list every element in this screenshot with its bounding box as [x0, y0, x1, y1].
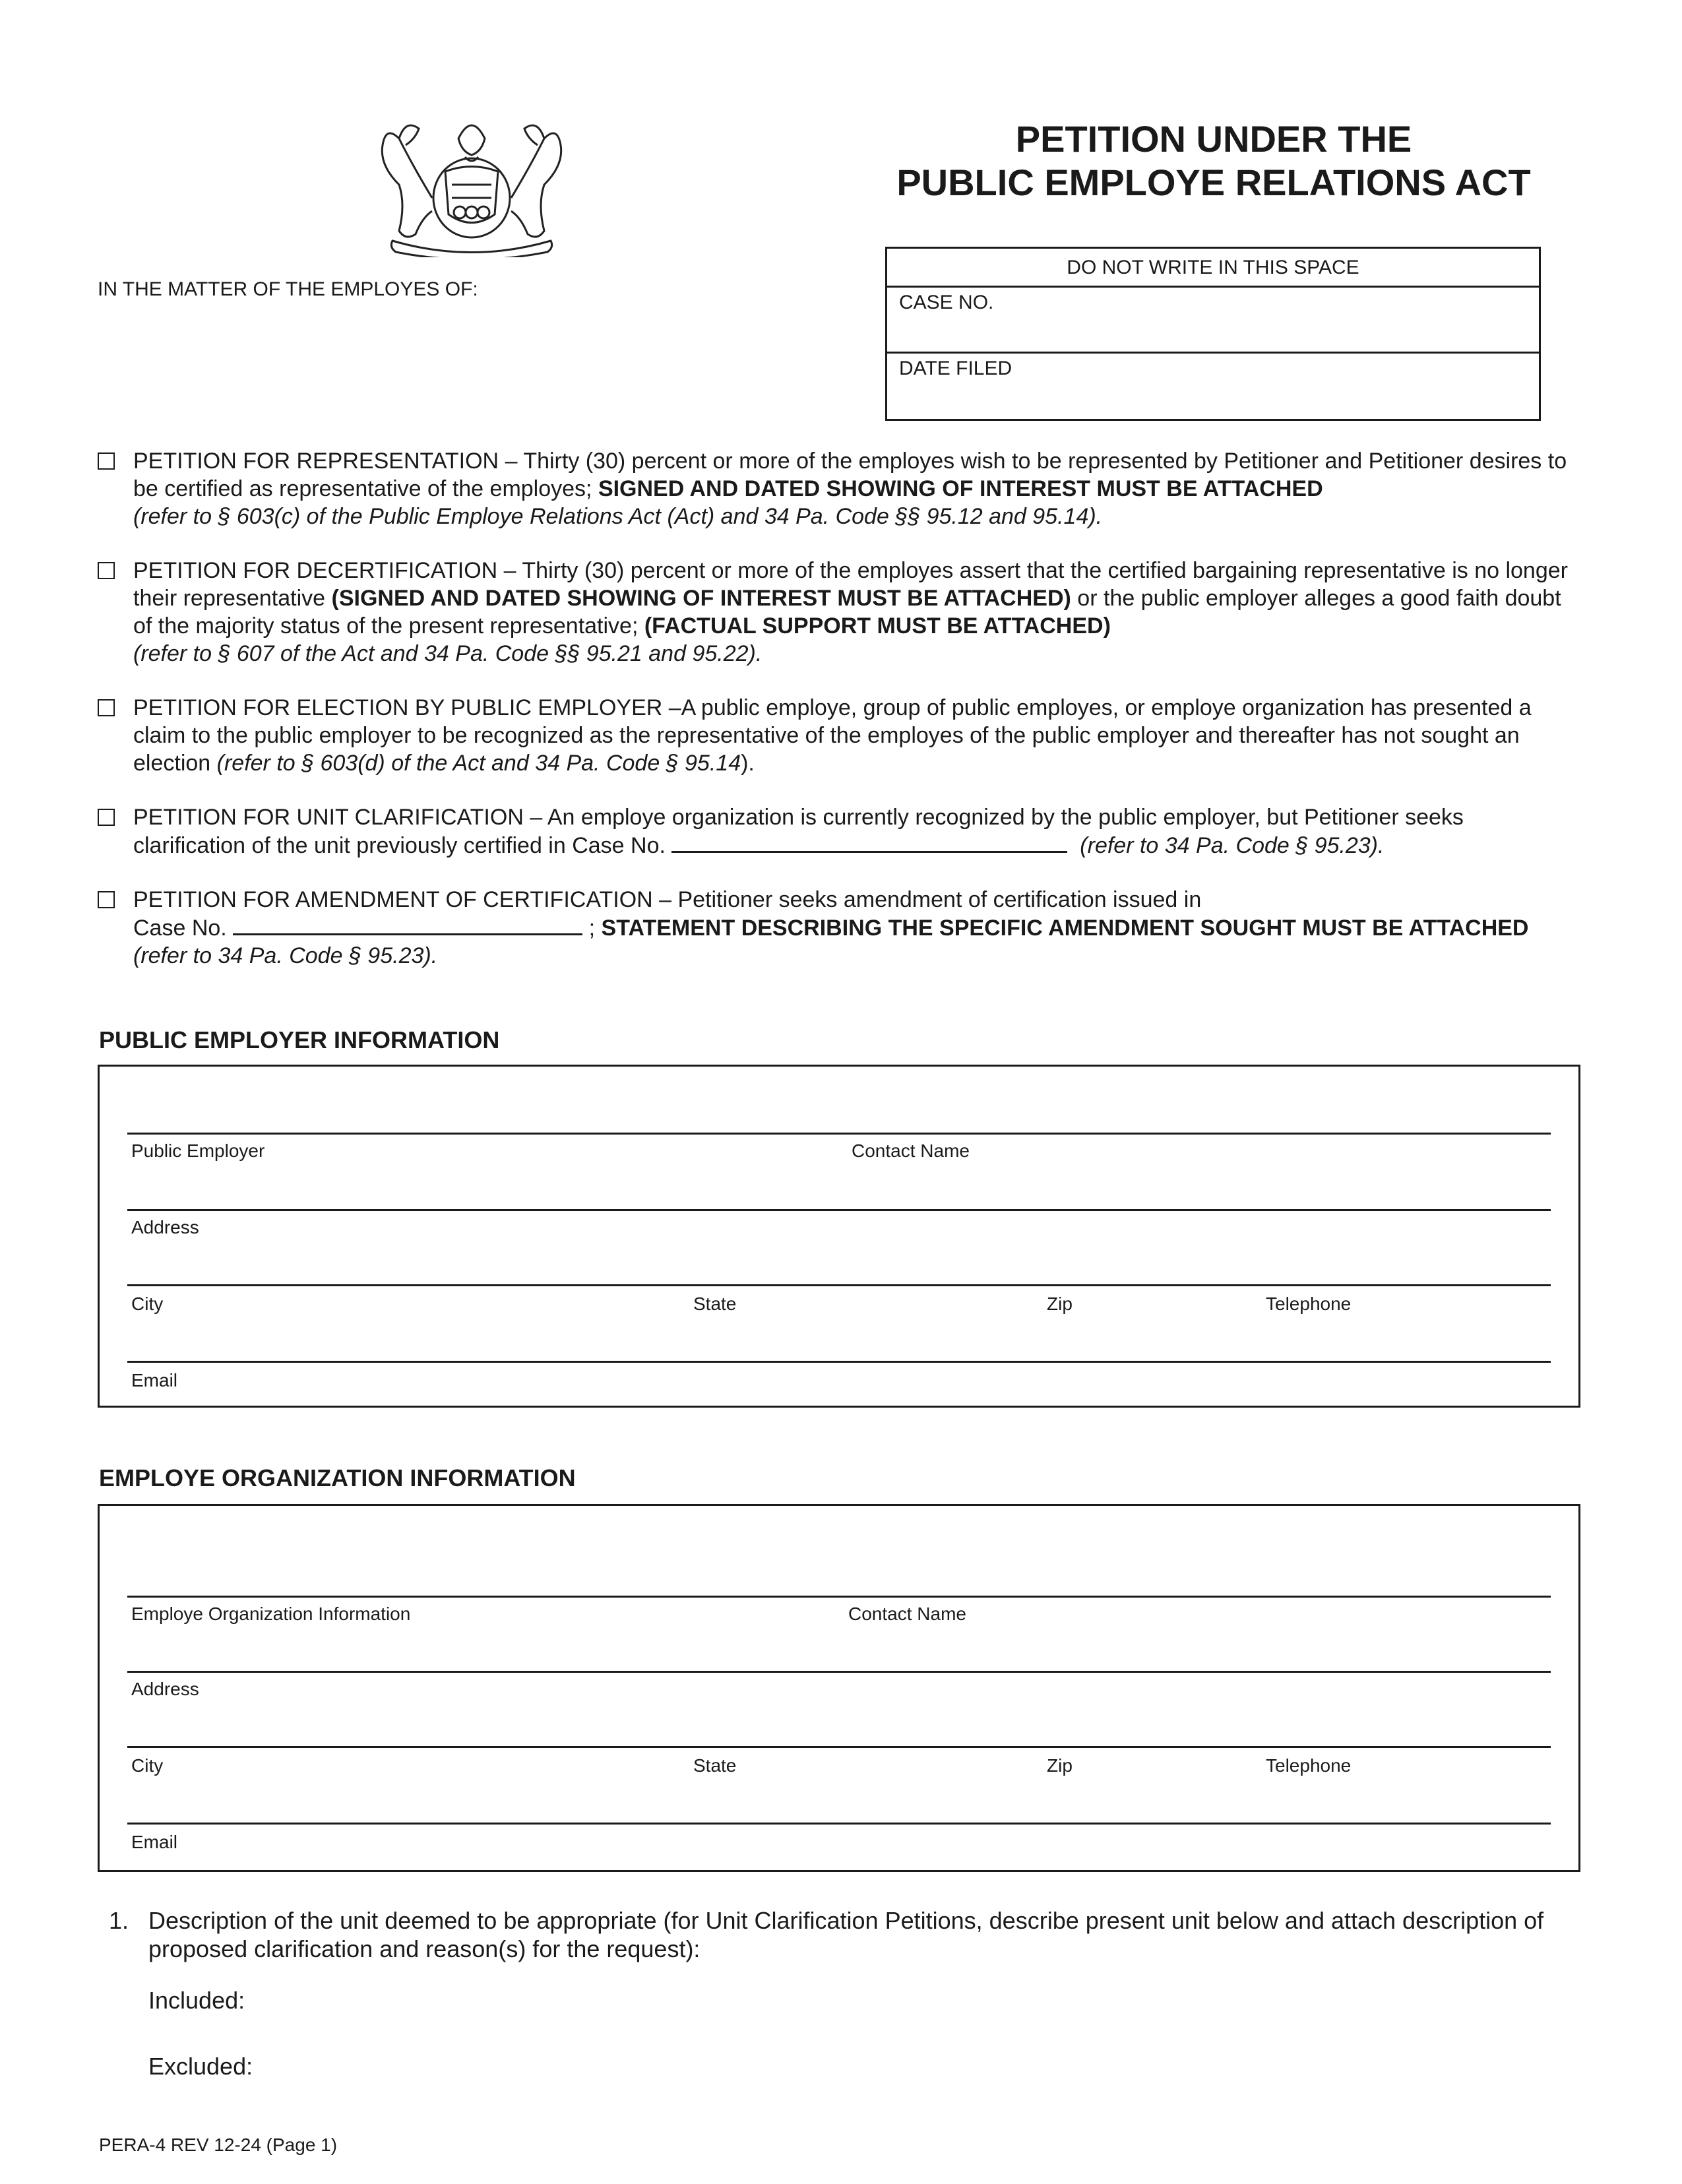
petition-representation [98, 447, 1582, 530]
petition-amendment [98, 886, 1582, 970]
public-employer-heading: PUBLIC EMPLOYER INFORMATION [99, 1026, 500, 1053]
amendment-text-1: – Petitioner seeks amendment of certification issued in [652, 887, 1202, 912]
amendment-text-3: ; [582, 916, 602, 941]
clarification-reference: (refer to 34 Pa. Code § 95.23). [1080, 833, 1385, 858]
employer-zip-label: Zip [1047, 1294, 1073, 1314]
petition-types [98, 447, 1582, 996]
org-email-line[interactable] [127, 1823, 1551, 1825]
amendment-title: PETITION FOR AMENDMENT OF CERTIFICATION [133, 887, 653, 912]
employer-city-line[interactable] [127, 1284, 1551, 1286]
org-address-label: Address [131, 1679, 199, 1699]
org-contact-label: Contact Name [848, 1604, 966, 1624]
org-city-line[interactable] [127, 1746, 1551, 1748]
decertification-bold-1: (SIGNED AND DATED SHOWING OF INTEREST MUST BE ATTACHED) [331, 586, 1071, 611]
petition-decertification [98, 557, 1582, 668]
employe-organization-box [98, 1504, 1580, 1872]
office-use-box [885, 247, 1541, 421]
election-reference: (refer to § 603(d) of the Act and 34 Pa. Code § 95.14 [216, 751, 741, 776]
org-telephone-label: Telephone [1266, 1755, 1352, 1776]
petition-election [98, 694, 1582, 777]
question-1-text: Description of the unit deemed to be appropriate (for Unit Clarification Petitions, describe present unit below and attach description of proposed clarification and reason(s) for the request): [148, 1907, 1544, 1962]
employer-contact-label: Contact Name [852, 1140, 970, 1161]
decertification-title: PETITION FOR DECERTIFICATION [133, 558, 498, 583]
org-zip-label: Zip [1047, 1755, 1073, 1776]
form-id: PERA-4 REV 12-24 (Page 1) [99, 2135, 338, 2155]
representation-bold: SIGNED AND DATED SHOWING OF INTEREST MUST BE ATTACHED [598, 476, 1323, 501]
title-line-1: PETITION UNDER THE [1015, 118, 1412, 160]
employer-email-line[interactable] [127, 1361, 1551, 1363]
decertification-bold-2: (FACTUAL SUPPORT MUST BE ATTACHED) [644, 613, 1111, 639]
page-title [871, 117, 1557, 204]
employer-address-line[interactable] [127, 1209, 1551, 1211]
decertification-reference: (refer to § 607 of the Act and 34 Pa. Code §§ 95.21 and 95.22). [133, 641, 763, 666]
employer-state-label: State [693, 1294, 737, 1314]
election-text: –A public employe, group of public employes, or employe organization has presented a claim to the public employer to be recognized as the representative of the employes of the public employer and thereafter has not sought an election [133, 695, 1532, 776]
employer-city-label: City [131, 1294, 164, 1314]
clarification-title: PETITION FOR UNIT CLARIFICATION [133, 805, 524, 830]
employer-name-line[interactable] [127, 1133, 1551, 1135]
amendment-checkbox[interactable] [98, 891, 115, 908]
case-no-field [887, 288, 1539, 354]
org-name-label: Employe Organization Information [131, 1604, 411, 1624]
date-filed-label: DATE FILED [899, 358, 1012, 379]
employer-telephone-label: Telephone [1266, 1294, 1352, 1314]
org-state-label: State [693, 1755, 737, 1776]
excluded-label: Excluded: [148, 2053, 253, 2080]
question-1-number: 1. [109, 1907, 129, 1934]
amendment-bold: STATEMENT DESCRIBING THE SPECIFIC AMENDMENT SOUGHT MUST BE ATTACHED [601, 916, 1529, 941]
employe-organization-heading: EMPLOYE ORGANIZATION INFORMATION [99, 1464, 576, 1491]
org-address-line[interactable] [127, 1671, 1551, 1673]
org-name-line[interactable] [127, 1596, 1551, 1598]
election-title: PETITION FOR ELECTION BY PUBLIC EMPLOYER [133, 695, 663, 720]
employer-email-label: Email [131, 1370, 178, 1390]
employer-address-label: Address [131, 1217, 199, 1237]
representation-title: PETITION FOR REPRESENTATION [133, 449, 499, 474]
election-end: ). [741, 751, 755, 776]
date-filed-field [887, 354, 1539, 420]
public-employer-label: Public Employer [131, 1140, 265, 1161]
matter-label: IN THE MATTER OF THE EMPLOYES OF: [98, 278, 478, 300]
decertification-checkbox[interactable] [98, 562, 115, 579]
public-employer-box [98, 1065, 1580, 1408]
commonwealth-seal-icon [359, 99, 584, 257]
decertification-text-2: or the public employer alleges a good faith doubt of the majority status of the present representative; [133, 586, 1561, 639]
decertification-text-1: – Thirty (30) percent or more of the employes assert that the certified bargaining representative is no longer their representative [133, 558, 1568, 611]
clarification-case-no-input[interactable] [671, 831, 1067, 853]
election-checkbox[interactable] [98, 699, 115, 716]
amendment-reference: (refer to 34 Pa. Code § 95.23). [133, 943, 438, 968]
amendment-case-no-input[interactable] [233, 914, 582, 935]
petition-clarification [98, 803, 1582, 859]
clarification-text: – An employe organization is currently recognized by the public employer, but Petitioner seeks clarification of the unit previously certified in Case No. [133, 805, 1464, 858]
amendment-text-2: Case No. [133, 916, 234, 941]
clarification-checkbox[interactable] [98, 809, 115, 826]
included-label: Included: [148, 1987, 245, 2014]
org-city-label: City [131, 1755, 164, 1776]
representation-text: – Thirty (30) percent or more of the employes wish to be represented by Petitioner and Petitioner desires to be certified as representative of the employes; [133, 449, 1567, 501]
office-use-heading: DO NOT WRITE IN THIS SPACE [887, 249, 1539, 288]
representation-checkbox[interactable] [98, 452, 115, 470]
case-no-label: CASE NO. [899, 292, 994, 313]
org-email-label: Email [131, 1832, 178, 1852]
title-line-2: PUBLIC EMPLOYE RELATIONS ACT [896, 162, 1531, 203]
question-1 [109, 1906, 1580, 1963]
representation-reference: (refer to § 603(c) of the Public Employe Relations Act (Act) and 34 Pa. Code §§ 95.12 and 95.14). [133, 504, 1103, 529]
